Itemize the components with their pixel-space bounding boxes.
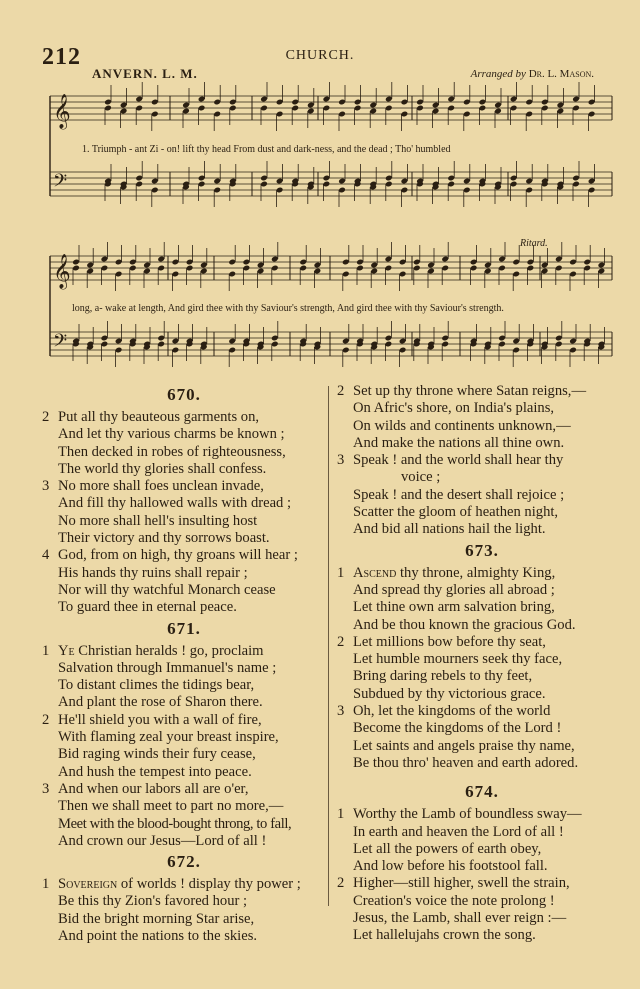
tempo-mark: Ritard. (520, 238, 548, 249)
verse: 3 Oh, let the kingdoms of the world Become the kingdoms of the Lord ! Let saints and angels praise thy name, Be thou thro' heaven and earth adored. (337, 703, 579, 771)
verse: 1 Worthy the Lamb of boundless sway— In earth and heaven the Lord of all ! Let all the powers of earth obey, And low before his footstool fall. (337, 806, 582, 875)
bass-clef-icon: 𝄢 (53, 331, 68, 356)
verse: 1 Sovereign of worlds ! display thy power ; Be this thy Zion's favored hour ; Bid the bright morning Star arise, And point the nations to the skies. (42, 876, 301, 945)
treble-clef-icon: 𝄞 (53, 94, 71, 129)
hymn-number: 671. (167, 618, 201, 638)
verse: 3 No more shall foes unclean invade, And fill thy hallowed walls with dread ; No more shall hell's insulting host Their victory and thy sorrows boast. (42, 478, 292, 547)
page-number: 212 (42, 44, 81, 70)
verse: 2 He'll shield you with a wall of fire, With flaming zeal your breast inspire, Bid raging winds their fury cease, And hush the tempest into peace. (42, 711, 279, 780)
verse: 3 And when our labors all are o'er, Then we shall meet to part no more,— Meet with the blood-bought throng, to fall, And crown our Jesus—Lord of all ! (42, 780, 292, 849)
running-head: CHURCH. (285, 48, 355, 63)
lyric-line-1: 1. Triumph - ant Zi - on! lift thy head From dust and dark-ness, and the dead ; Tho' humbled (82, 144, 451, 155)
column-divider (328, 386, 329, 906)
verse: 2 Put all thy beauteous garments on, And let thy various charms be known ; Then decked in robes of righteousness, The world thy glories shall confess. (42, 409, 286, 477)
bass-clef-icon: 𝄢 (53, 171, 68, 196)
hymn-number: 673. (465, 540, 499, 560)
hymn-number: 670. (167, 385, 201, 404)
verse: 4 God, from on high, thy groans will hear ; His hands thy ruins shall repair ; Nor will thy watchful Monarch cease To guard thee in eternal peace. (42, 547, 298, 616)
treble-clef-icon: 𝄞 (53, 254, 71, 289)
verse: 3 Speak ! and the world shall hear thy voice ; Speak ! and the desert shall rejoice ; Scatter the gloom of heathen night, And bid all nations hail the light. (337, 452, 565, 538)
arranger-credit: Arranged by Dr. L. Mason. (470, 68, 594, 80)
lyric-line-2: long, a- wake at length, And gird thee with thy Saviour's strength, And gird thee with thy Saviour's strength. (72, 303, 504, 314)
hymn-number: 674. (465, 782, 499, 802)
left-column (42, 383, 326, 945)
verse: 2 Let millions bow before thy seat, Let humble mourners seek thy face, Bring daring rebels to thy feet, Subdued by thy victorious grace. (337, 633, 563, 702)
verse: 1 Ascend thy throne, almighty King, And spread thy glories all abroad ; Let thine own arm salvation bring, And be thou known the gracious God. (337, 564, 576, 633)
verse: 2 Set up thy throne where Satan reigns,— On Afric's shore, on India's plains, On wilds and continents unknown,— And make the nations all thine own. (337, 383, 587, 451)
tune-title: ANVERN. L. M. (92, 66, 198, 81)
music-score (0, 0, 640, 385)
right-column (337, 383, 627, 945)
hymn-number: 672. (167, 852, 201, 872)
verse: 1 Ye Christian heralds ! go, proclaim Salvation through Immanuel's name ; To distant climes the tidings bear, And plant the rose of Sharon there. (42, 642, 277, 711)
verse: 2 Higher—still higher, swell the strain, Creation's voice the note prolong ! Jesus, the Lamb, shall ever reign :— Let hallelujahs crown the song. (337, 875, 570, 944)
